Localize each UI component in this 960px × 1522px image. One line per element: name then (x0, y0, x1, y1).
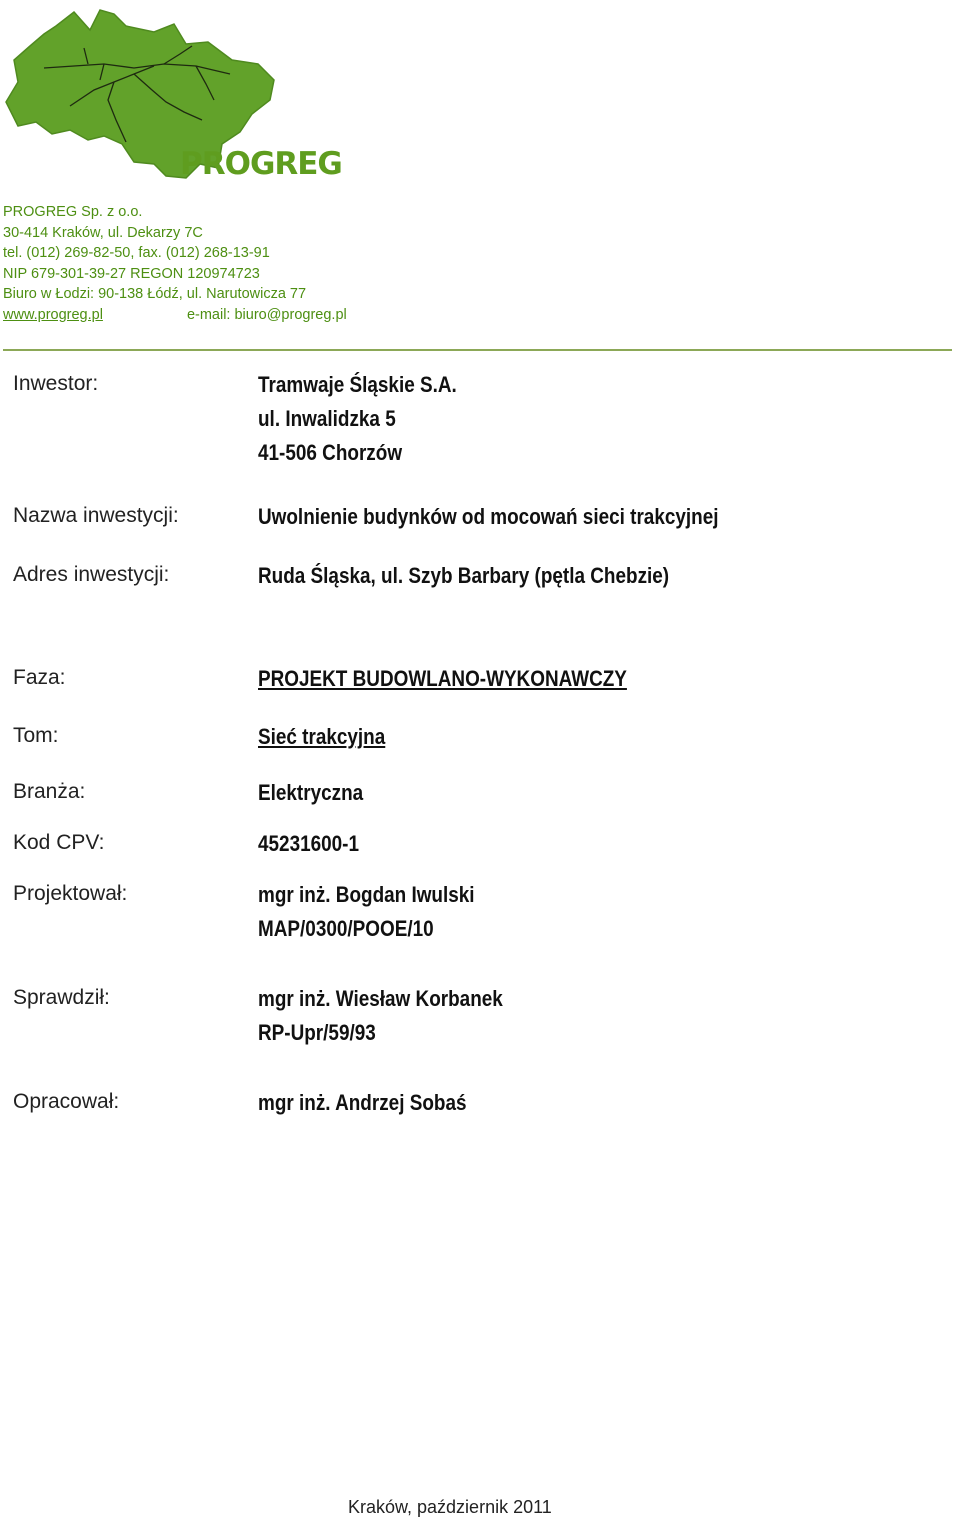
branch-value: Elektryczna (258, 780, 364, 805)
phase-label: Faza: (13, 666, 66, 689)
volume-label: Tom: (13, 724, 59, 747)
company-address: 30-414 Kraków, ul. Dekarzy 7C (3, 224, 203, 241)
volume-value: Sieć trakcyjna (258, 724, 386, 749)
checker-license: RP-Upr/59/93 (258, 1020, 376, 1045)
header-divider (3, 349, 952, 351)
company-contact-block (3, 202, 347, 326)
designer-label: Projektował: (13, 882, 128, 905)
phase-value: PROJEKT BUDOWLANO-WYKONAWCZY (258, 666, 627, 691)
investment-address-label: Adres inwestycji: (13, 563, 170, 586)
investor-street: ul. Inwalidzka 5 (258, 406, 396, 431)
investor-label: Inwestor: (13, 372, 99, 395)
designer-license: MAP/0300/POOE/10 (258, 916, 434, 941)
cpv-label: Kod CPV: (13, 831, 105, 854)
contact-web-row (3, 305, 347, 326)
checker-name: mgr inż. Wiesław Korbanek (258, 986, 503, 1011)
author-label: Opracował: (13, 1090, 120, 1113)
investor-name: Tramwaje Śląskie S.A. (258, 372, 457, 397)
author-name: mgr inż. Andrzej Sobaś (258, 1090, 467, 1115)
company-name: PROGREG Sp. z o.o. (3, 204, 143, 220)
designer-name: mgr inż. Bogdan Iwulski (258, 882, 475, 907)
investment-name-label: Nazwa inwestycji: (13, 504, 179, 527)
footer-place-date: Kraków, październik 2011 (348, 1497, 552, 1517)
investor-city: 41-506 Chorzów (258, 440, 403, 465)
investment-address-value: Ruda Śląska, ul. Szyb Barbary (pętla Chebzie) (258, 563, 670, 588)
investment-name-value: Uwolnienie budynków od mocowań sieci trakcyjnej (258, 504, 719, 529)
email-text: e-mail: biuro@progreg.pl (186, 306, 347, 323)
company-phone: tel. (012) 269-82-50, fax. (012) 268-13-91 (3, 245, 270, 262)
website-link[interactable]: www.progreg.pl (3, 306, 103, 323)
company-branch: Biuro w Łodzi: 90-138 Łódź, ul. Narutowicza 77 (3, 286, 307, 303)
branch-label: Branża: (13, 780, 86, 803)
company-ids: NIP 679-301-39-27 REGON 120974723 (3, 265, 260, 282)
checker-label: Sprawdził: (13, 986, 110, 1009)
cpv-value: 45231600-1 (258, 831, 360, 856)
brand-wordmark: PROGREG (180, 146, 342, 182)
